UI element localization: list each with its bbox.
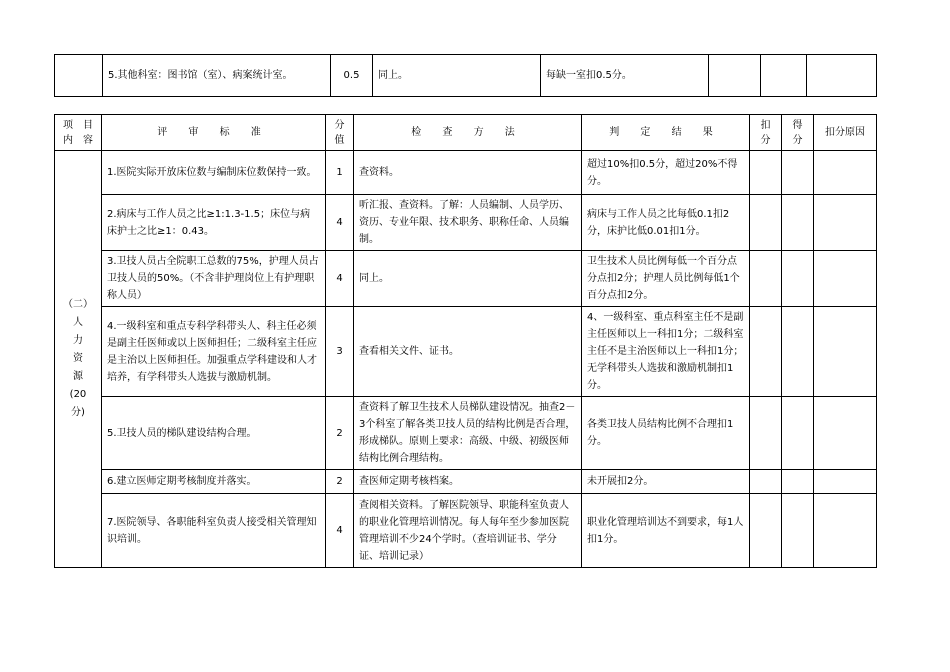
table-row: [55, 307, 877, 397]
row-reason: [814, 151, 877, 195]
row-result: 卫生技术人员比例每低一个百分点分点扣2分；护理人员比例每低1个百分点扣2分。: [582, 251, 750, 307]
row-reason: [814, 470, 877, 494]
top-result: 每缺一室扣0.5分。: [541, 55, 709, 97]
header-result: [582, 115, 750, 151]
section-line6: (20: [69, 389, 87, 400]
section-cell: [55, 151, 102, 568]
row-reason: [814, 251, 877, 307]
row-method: 查资料了解卫生技术人员梯队建设情况。抽查2－3个科室了解各类卫技人员的结构比例是否合理，形成梯队。原则上要求：高级、中级、初级医师结构比例合理结构。: [354, 397, 582, 470]
evaluation-table: [54, 114, 877, 568]
row-deduct: [750, 151, 782, 195]
header-criteria: [102, 115, 326, 151]
row-criterion: 4.一级科室和重点专科学科带头人、科主任必须是副主任医师或以上医师担任；二级科室主任应是主治以上医师担任。加强重点学科建设和人才培养，有学科带头人选拔与激励机制。: [102, 307, 326, 397]
row-criterion: 7.医院领导、各职能科室负责人接受相关管理知识培训。: [102, 494, 326, 568]
row-result: 4、一级科室、重点科室主任不是副主任医师以上一科扣1分；二级科室主任不是主治医师以上一科扣1分；无学科带头人选拔和激励机制扣1分。: [582, 307, 750, 397]
header-method: [354, 115, 582, 151]
header-deduct-line1: 扣: [760, 119, 771, 131]
section-line1: （二）: [63, 299, 93, 310]
row-criterion: 2.病床与工作人员之比≥1:1.3-1.5；床位与病床护士之比≥1：0.43。: [102, 195, 326, 251]
section-line4: 资: [73, 353, 83, 364]
top-reason-cell: [807, 55, 877, 97]
row-criterion: 6.建立医师定期考核制度并落实。: [102, 470, 326, 494]
row-deduct: [750, 494, 782, 568]
row-reason: [814, 307, 877, 397]
table-row: [55, 251, 877, 307]
header-reason: 扣分原因: [814, 115, 877, 151]
row-result: 各类卫技人员结构比例不合理扣1分。: [582, 397, 750, 470]
row-get: [782, 494, 814, 568]
row-get: [782, 195, 814, 251]
header-result-label: 判 定 结 果: [609, 127, 722, 138]
row-get: [782, 470, 814, 494]
row-criterion: 5.卫技人员的梯队建设结构合理。: [102, 397, 326, 470]
row-score: 1: [326, 151, 354, 195]
row-result: 职业化管理培训达不到要求，每1人扣1分。: [582, 494, 750, 568]
top-empty-cell: [55, 55, 103, 97]
row-criterion: 1.医院实际开放床位数与编制床位数保持一致。: [102, 151, 326, 195]
top-get-cell: [761, 55, 807, 97]
header-item: [55, 115, 102, 151]
section-line5: 源: [73, 371, 83, 382]
row-score: 4: [326, 195, 354, 251]
row-deduct: [750, 251, 782, 307]
header-score: [326, 115, 354, 151]
row-reason: [814, 397, 877, 470]
header-deduct-line2: 分: [760, 134, 771, 146]
row-result: 超过10%扣0.5分，超过20%不得分。: [582, 151, 750, 195]
row-method: 同上。: [354, 251, 582, 307]
header-method-label: 检 查 方 法: [411, 127, 524, 138]
header-get-line1: 得: [792, 119, 803, 131]
table-header: [55, 115, 877, 151]
table-row: [55, 470, 877, 494]
top-score: 0.5: [331, 55, 373, 97]
header-item-line2: 内 容: [63, 134, 93, 146]
row-score: 4: [326, 251, 354, 307]
table-row: [55, 195, 877, 251]
row-method: 听汇报、查资料。了解：人员编制、人员学历、资历、专业年限、技术职务、职称任命、人员编制。: [354, 195, 582, 251]
row-reason: [814, 195, 877, 251]
top-criterion: 5.其他科室：图书馆（室）、病案统计室。: [103, 55, 331, 97]
header-get-line2: 分: [792, 134, 803, 146]
table-row: [55, 494, 877, 568]
top-row: [55, 55, 877, 97]
row-reason: [814, 494, 877, 568]
section-line3: 力: [73, 335, 83, 346]
row-deduct: [750, 470, 782, 494]
row-method: 查阅相关资料。了解医院领导、职能科室负责人的职业化管理培训情况。每人每年至少参加医院管理培训不少24个学时。（查培训证书、学分证、培训记录）: [354, 494, 582, 568]
row-score: 2: [326, 470, 354, 494]
row-deduct: [750, 195, 782, 251]
row-criterion: 3.卫技人员占全院职工总数的75%，护理人员占卫技人员的50%。（不含非护理岗位上有护理职称人员）: [102, 251, 326, 307]
row-get: [782, 151, 814, 195]
row-method: 查医师定期考核档案。: [354, 470, 582, 494]
header-score-line2: 值: [334, 134, 345, 146]
row-result: 病床与工作人员之比每低0.1扣2分，床护比低0.01扣1分。: [582, 195, 750, 251]
row-deduct: [750, 397, 782, 470]
row-get: [782, 251, 814, 307]
row-score: 4: [326, 494, 354, 568]
header-item-line1: 项 目: [63, 119, 93, 131]
top-method: 同上。: [373, 55, 541, 97]
table-row: [55, 151, 877, 195]
row-score: 2: [326, 397, 354, 470]
header-get: [782, 115, 814, 151]
row-method: 查看相关文件、证书。: [354, 307, 582, 397]
section-line7: 分): [71, 407, 85, 418]
row-method: 查资料。: [354, 151, 582, 195]
row-get: [782, 307, 814, 397]
row-get: [782, 397, 814, 470]
row-result: 未开展扣2分。: [582, 470, 750, 494]
row-deduct: [750, 307, 782, 397]
header-criteria-label: 评 审 标 准: [157, 127, 270, 138]
header-score-line1: 分: [334, 119, 345, 131]
top-fragment-table: [54, 54, 877, 97]
header-deduct: [750, 115, 782, 151]
top-deduct-cell: [709, 55, 761, 97]
section-line2: 人: [73, 317, 83, 328]
row-score: 3: [326, 307, 354, 397]
table-row: [55, 397, 877, 470]
